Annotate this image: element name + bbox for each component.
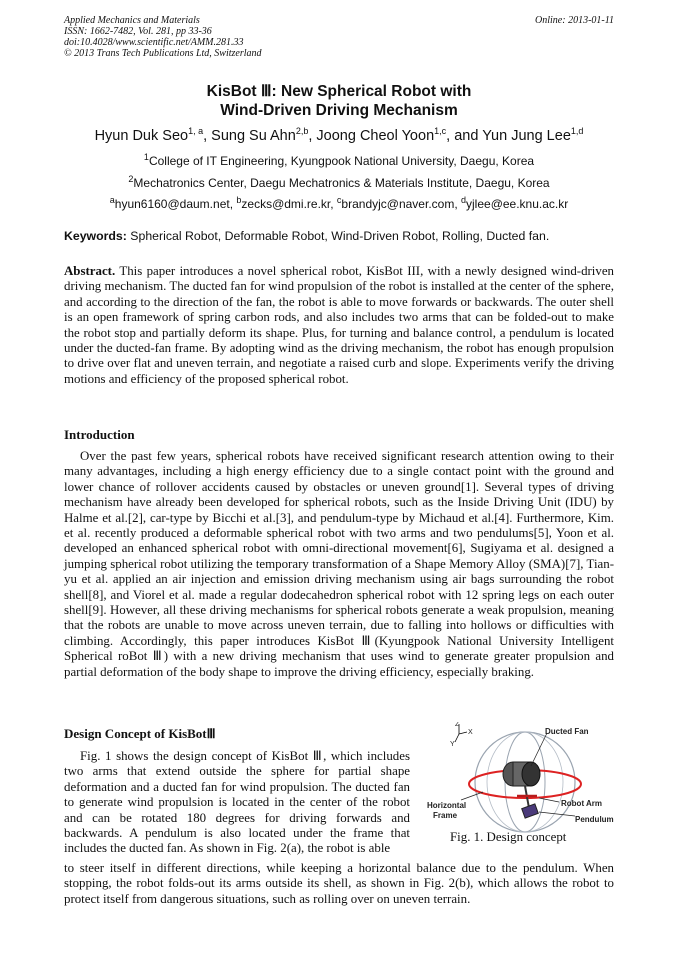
horizontal-label-1: Horizontal [427,801,467,810]
email-list: $^a$hyun6160@daum.net, $^b$zecks@dmi.re.kr, $^c$brandyjc@naver.com, $^d$yjlee@ee.knu.ac.kr [109,195,569,211]
email-link[interactable]: brandyjc@naver.com, [341,197,461,211]
affiliation-1: $^1$College of IT Engineering, Kyungpook National University, Daegu, Korea [143,152,535,168]
keywords [64,229,616,243]
axis-x-label: X [468,729,473,736]
abstract-text: This paper introduces a novel spherical robot, KisBot III, with a newly designed wind-driven driving mechanism. The ducted fan for wind propulsion of the robot is installed at the center of the sphere, and according to the direction of the fan, the robot is able to move forwards or backwards. The outer shell is an open framework of spring carbon rods, and also includes two arms that can be folded-out to make the robot stop and partially deform its shape. Plus, for turning and balance control, a pendulum is located under the ducted-fan frame. By adopting wind as the driving mechanism, the robot has enough propulsion to drive over flat and uneven terrain, and negotiate a raised curb and slope. Experiments verify the driving motions and efficiency of the proposed spherical robot. [64,264,614,386]
email-link[interactable]: yjlee@ee.knu.ac.kr [466,197,569,211]
robot-diagram [425,722,625,847]
design-text-2: to steer itself in different directions, while keeping a horizontal balance due to the pendulum. When stopping, the robot folds-out its arms outside its shell, as shown in Fig. 2(b), which allows the robot to protect itself from dangerous situations, such as rolling over on uneven terrain. [64,861,614,906]
title-line-1: KisBot Ⅲ: New Spherical Robot with [206,83,472,100]
axis-z-label: Z [455,722,460,728]
author-sep: , [308,127,317,144]
email-link[interactable]: zecks@dmi.re.kr, [241,197,337,211]
author-name: Hyun Duk Seo [94,127,189,144]
author-and: , and [446,127,483,144]
journal-name: Applied Mechanics and Materials [64,15,200,26]
title-line-2: Wind-Driven Driving Mechanism [220,102,458,119]
horizontal-label-2: Frame [433,811,458,820]
design-heading: Design Concept of KisBotⅢ [64,726,216,741]
axis-y-label: Y [450,741,455,748]
keywords-label: Keywords: [64,229,127,243]
robot-arm-label: Robot Arm [561,799,603,808]
paper-title [0,82,678,120]
author-sep: , [203,127,212,144]
ducted-fan-label: Ducted Fan [545,727,589,736]
author-sup: 2,b [295,126,309,136]
keywords-text: Spherical Robot, Deformable Robot, Wind-Driven Robot, Rolling, Ducted fan. [130,229,550,243]
figure-caption: Fig. 1. Design concept [450,830,567,844]
copyright: © 2013 Trans Tech Publications Ltd, Switzerland [64,48,262,59]
figure-1 [425,722,625,847]
abstract [64,264,614,387]
introduction-heading: Introduction [64,427,135,442]
pendulum-label: Pendulum [575,815,614,824]
author-list [0,126,678,144]
author-sup: 1,c [434,126,447,136]
author-name: Yun Jung Lee [482,127,571,144]
email-link[interactable]: hyun6160@daum.net, [114,197,237,211]
author-name: Joong Cheol Yoon [316,127,435,144]
affiliation-2: $^2$Mechatronics Center, Daegu Mechatronics & Materials Institute, Daegu, Korea [128,174,550,190]
ducted-fan-shape [503,762,540,786]
author-name: Sung Su Ahn [211,127,296,144]
author-sup: 1, a [188,126,204,136]
issn: ISSN: 1662-7482, Vol. 281, pp 33-36 [64,26,212,37]
axis-indicator [450,722,473,748]
introduction-text: Over the past few years, spherical robots have received significant research attention owing to their many advantages, including a high energy efficiency due to a single contact point with the ground and lower chance of rollover accidents caused by obstacles or uneven ground[1]. Several types of driving mechanism have already been developed for spherical robots, such as the Inside Driving Unit (IDU) by Halme et al.[2], car-type by Bicchi et al.[3], and pendulum-type by Michaud et al.[4]. Furthermore, Kim. et al. recently produced a deformable spherical robot with two arms and two pendulums[5], Yoon et al. developed an enhanced spherical robot with omni-directional movement[6], Sugiyama et al. designed a jumping spherical robot utilizing the temporary transformation of a Shape Memory Alloy (SMA)[7], Tian-yu et al. applied an air injection and emission driving mechanism using air bags surrounding the robot shell[8], and Viorel et al. made a regular dodecahedron spherical robot with 12 spring legs on each outer shell[9]. However, all these driving mechanisms for spherical robots generate a weak propulsion, meaning that the robots are unable to move across uneven terrain, due to falling into hollows or difficulties with climbing. Accordingly, this paper introduces KisBot Ⅲ(Kyungpook National University Intelligent Spherical roBot Ⅲ) with a new driving mechanism that uses wind to generate greater propulsion and partial deformation of the body shape to improve the driving efficiency, especially braking. [64,449,614,679]
pendulum-weight [522,804,539,818]
author-sup: 1,d [570,126,584,136]
introduction-body [64,449,614,680]
online-date: Online: 2013-01-11 [535,15,614,26]
journal-header [64,15,262,59]
design-text-1: Fig. 1 shows the design concept of KisBot Ⅲ, which includes two arms that extend outside the sphere for partial shape deformation and a ducted fan for wind propulsion. The ducted fan to generate wind propulsion is located in the center of the robot and can be rotated 180 degrees for driving forwards and backwards. A pendulum is also located under the frame that includes the ducted fan. As shown in Fig. 2(a), the robot is able [64,749,410,856]
abstract-label: Abstract. [64,264,116,278]
design-body-1 [64,749,410,857]
design-body-2 [64,861,614,907]
doi: doi:10.4028/www.scientific.net/AMM.281.33 [64,37,244,48]
